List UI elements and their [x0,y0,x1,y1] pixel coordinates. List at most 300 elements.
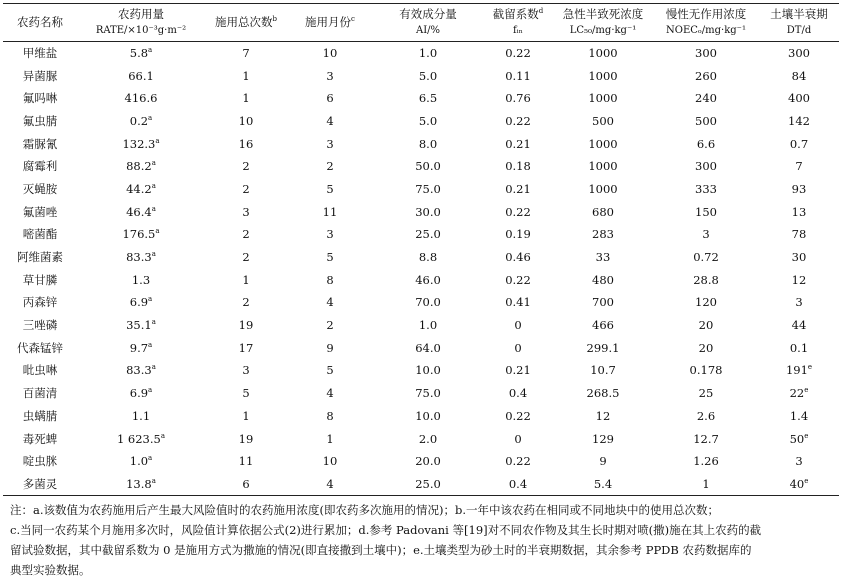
cell-value: 霜脲氰 [22,136,58,151]
table-row [3,382,839,405]
cell-times [205,155,287,178]
cell-value: 25 [698,386,714,401]
cell-name [3,42,77,65]
cell-times [205,427,287,450]
footnote-mark: a [155,227,160,236]
cell-dt [759,427,839,450]
table-row [3,42,839,65]
cell-times [205,64,287,87]
cell-lc50 [553,359,653,382]
table-row [3,450,839,473]
cell-name [3,87,77,110]
cell-value: 680 [592,204,614,219]
table-row [3,200,839,223]
table-row [3,223,839,246]
column-header-unit: NOECₒ/mg·kg⁻¹ [666,25,746,36]
cell-value: 0.7 [789,136,809,151]
footnote-mark: a [148,454,153,463]
cell-rate [77,110,205,133]
cell-times [205,200,287,223]
cell-lc50 [553,473,653,496]
cell-value: 6.9 [129,295,149,310]
cell-value: 2.0 [418,431,438,446]
cell-lc50 [553,427,653,450]
cell-times [205,268,287,291]
cell-value: 19 [238,431,254,446]
cell-name [3,336,77,359]
cell-value: 13 [791,204,807,219]
footnote-mark: a [151,363,156,372]
cell-value: 3 [326,136,334,151]
column-header-unit: LC₅₀/mg·kg⁻¹ [569,25,637,36]
cell-value: 5.4 [593,476,613,491]
cell-name [3,382,77,405]
cell-ai [373,200,483,223]
cell-value: 6 [326,91,334,106]
cell-fin [483,450,553,473]
cell-value: 8.0 [418,136,438,151]
column-header-unit: fᵢₙ [512,25,524,36]
cell-value: 1 [242,408,250,423]
cell-fin [483,359,553,382]
cell-fin [483,291,553,314]
table-body [3,42,839,496]
cell-dt [759,223,839,246]
cell-dt [759,155,839,178]
cell-month [287,246,373,269]
cell-value: 阿维菌素 [17,250,63,265]
cell-dt [759,246,839,269]
cell-ai [373,427,483,450]
cell-value: 毒死蜱 [22,431,58,446]
cell-dt [759,42,839,65]
cell-times [205,450,287,473]
cell-value: 异菌脲 [22,68,58,83]
cell-value: 0.22 [505,408,531,423]
cell-month [287,200,373,223]
table-row [3,246,839,269]
cell-fin [483,427,553,450]
cell-value: 0.2 [129,113,149,128]
cell-lc50 [553,314,653,337]
cell-value: 35.1 [126,318,152,333]
cell-value: 46.4 [126,204,152,219]
cell-value: 0.19 [505,227,531,242]
cell-noec [653,268,759,291]
cell-times [205,87,287,110]
cell-value: 4 [326,113,334,128]
cell-value: 1 [242,91,250,106]
cell-value: 28.8 [693,272,719,287]
column-header [3,4,77,42]
cell-value: 300 [695,46,717,61]
cell-month [287,64,373,87]
cell-fin [483,382,553,405]
table-row [3,64,839,87]
cell-name [3,359,77,382]
cell-value: 10 [322,454,338,469]
cell-value: 70.0 [415,295,441,310]
cell-rate [77,246,205,269]
column-header [483,4,553,42]
cell-dt [759,405,839,428]
cell-ai [373,382,483,405]
column-header-footnote-mark: b [272,15,277,24]
table-row [3,291,839,314]
cell-value: 5 [242,386,250,401]
cell-value: 2.6 [696,408,716,423]
footnote-mark: a [148,340,153,349]
cell-value: 草甘膦 [22,272,58,287]
cell-fin [483,132,553,155]
cell-month [287,268,373,291]
cell-fin [483,268,553,291]
cell-value: 0.46 [505,250,531,265]
footnote-mark: e [804,431,809,440]
cell-lc50 [553,87,653,110]
column-header [287,4,373,42]
cell-times [205,473,287,496]
cell-value: 12 [595,408,611,423]
table-row [3,87,839,110]
cell-value: 120 [695,295,717,310]
cell-value: 6 [242,476,250,491]
cell-value: 84 [791,68,807,83]
cell-value: 10 [238,113,254,128]
cell-value: 1 [242,68,250,83]
cell-ai [373,223,483,246]
cell-value: 3 [326,227,334,242]
cell-value: 8.8 [418,250,438,265]
cell-value: 1000 [588,181,618,196]
cell-value: 3 [326,68,334,83]
cell-value: 7 [795,159,803,174]
cell-month [287,382,373,405]
cell-month [287,427,373,450]
cell-dt [759,382,839,405]
cell-value: 1000 [588,46,618,61]
cell-value: 88.2 [126,159,152,174]
cell-ai [373,450,483,473]
cell-value: 46.0 [415,272,441,287]
cell-value: 400 [788,91,810,106]
cell-value: 0.1 [789,340,809,355]
column-header-footnote-mark: d [538,7,544,16]
cell-value: 40 [789,476,805,491]
cell-value: 0.21 [505,136,531,151]
cell-value: 299.1 [586,340,620,355]
cell-times [205,314,287,337]
cell-value: 268.5 [586,386,620,401]
cell-value: 5.8 [129,46,149,61]
cell-value: 0.22 [505,46,531,61]
cell-value: 3 [795,454,803,469]
cell-value: 700 [592,295,614,310]
cell-value: 33 [595,250,611,265]
cell-value: 4 [326,476,334,491]
cell-name [3,200,77,223]
cell-value: 22 [789,386,805,401]
cell-value: 129 [592,431,614,446]
cell-rate [77,42,205,65]
cell-dt [759,110,839,133]
cell-value: 44 [791,318,807,333]
cell-ai [373,314,483,337]
cell-fin [483,178,553,201]
cell-value: 5 [326,181,334,196]
cell-name [3,246,77,269]
cell-value: 83.3 [126,250,152,265]
footnote [10,500,838,580]
cell-fin [483,405,553,428]
cell-value: 0.11 [505,68,531,83]
footnote-mark: a [151,476,156,485]
cell-dt [759,291,839,314]
cell-value: 0.41 [505,295,531,310]
column-header [205,4,287,42]
footnote-mark: e [804,476,809,485]
cell-rate [77,450,205,473]
cell-month [287,87,373,110]
table-row [3,132,839,155]
cell-value: 300 [695,159,717,174]
cell-times [205,359,287,382]
cell-dt [759,200,839,223]
cell-lc50 [553,405,653,428]
cell-rate [77,223,205,246]
cell-value: 氟虫腈 [22,113,58,128]
cell-value: 11 [238,454,254,469]
cell-value: 5 [326,250,334,265]
table-row [3,336,839,359]
cell-times [205,405,287,428]
cell-name [3,110,77,133]
column-header-title: 农药名称 [17,15,63,29]
cell-times [205,110,287,133]
cell-value: 30.0 [415,204,441,219]
cell-value: 0.18 [505,159,531,174]
cell-value: 3 [702,227,710,242]
cell-name [3,178,77,201]
cell-value: 25.0 [415,476,441,491]
cell-value: 142 [788,113,810,128]
cell-lc50 [553,178,653,201]
cell-dt [759,132,839,155]
cell-rate [77,473,205,496]
cell-value: 0 [514,431,522,446]
cell-fin [483,200,553,223]
cell-month [287,42,373,65]
table-row [3,314,839,337]
cell-value: 啶虫脒 [22,454,58,469]
cell-lc50 [553,268,653,291]
cell-name [3,473,77,496]
cell-rate [77,314,205,337]
cell-value: 1.0 [418,318,438,333]
cell-value: 1000 [588,91,618,106]
cell-value: 132.3 [122,136,156,151]
cell-value: 12 [791,272,807,287]
cell-name [3,155,77,178]
cell-month [287,110,373,133]
cell-ai [373,291,483,314]
column-header [77,4,205,42]
cell-noec [653,450,759,473]
cell-rate [77,427,205,450]
footnote-line: 注：a.该数值为农药施用后产生最大风险值时的农药施用浓度(即农药多次施用的情况)；b.一年中该农药在相同或不同地块中的使用总次数； [10,503,719,517]
cell-value: 260 [695,68,717,83]
cell-value: 6.6 [696,136,716,151]
cell-month [287,314,373,337]
cell-value: 240 [695,91,717,106]
cell-value: 10.0 [415,408,441,423]
cell-value: 75.0 [415,181,441,196]
cell-rate [77,359,205,382]
cell-value: 0.22 [505,204,531,219]
cell-value: 50.0 [415,159,441,174]
cell-value: 0.76 [505,91,531,106]
cell-ai [373,336,483,359]
column-header-title: 有效成分量 [399,7,457,21]
column-header-unit: RATE/×10⁻³g·m⁻² [95,25,187,36]
cell-rate [77,155,205,178]
cell-noec [653,473,759,496]
cell-month [287,132,373,155]
cell-value: 11 [322,204,338,219]
footnote-mark: a [151,182,156,191]
cell-noec [653,155,759,178]
cell-value: 吡虫啉 [22,363,58,378]
cell-value: 1.0 [418,46,438,61]
cell-value: 灭蝇胺 [22,181,58,196]
cell-times [205,132,287,155]
table-row [3,359,839,382]
cell-noec [653,427,759,450]
cell-value: 191 [785,363,808,378]
cell-value: 10.0 [415,363,441,378]
cell-lc50 [553,223,653,246]
cell-value: 480 [592,272,614,287]
footnote-mark: a [148,295,153,304]
column-header-title: 慢性无作用浓度 [665,7,747,21]
table-row [3,268,839,291]
column-header-footnote-mark: c [351,15,355,24]
cell-value: 0.178 [689,363,723,378]
cell-noec [653,42,759,65]
cell-value: 500 [695,113,717,128]
cell-value: 20 [698,340,714,355]
footnote-mark: a [160,431,166,440]
cell-fin [483,110,553,133]
cell-noec [653,405,759,428]
cell-value: 13.8 [126,476,152,491]
cell-noec [653,359,759,382]
cell-lc50 [553,382,653,405]
cell-value: 78 [791,227,807,242]
cell-value: 9 [599,454,607,469]
cell-value: 0.22 [505,113,531,128]
cell-value: 8 [326,272,334,287]
cell-value: 16 [238,136,254,151]
cell-rate [77,268,205,291]
cell-fin [483,336,553,359]
cell-ai [373,110,483,133]
cell-noec [653,64,759,87]
footnote-line: c.当同一农药某个月施用多次时，风险值计算依据公式(2)进行累加；d.参考 Padovani 等[19]对不同农作物及其生长时期对喷(撒)施在其上农药的截 [10,523,762,537]
cell-value: 2 [326,318,334,333]
cell-ai [373,155,483,178]
cell-dt [759,178,839,201]
cell-rate [77,64,205,87]
cell-ai [373,268,483,291]
cell-value: 0.72 [693,250,719,265]
footnote-line: 典型实验数据。 [10,563,91,577]
cell-dt [759,87,839,110]
cell-value: 333 [695,181,717,196]
cell-value: 1 [326,431,334,446]
cell-month [287,405,373,428]
table-row [3,427,839,450]
cell-value: 5.0 [418,113,438,128]
cell-fin [483,42,553,65]
cell-value: 20 [698,318,714,333]
cell-ai [373,64,483,87]
cell-value: 1.3 [131,272,151,287]
cell-value: 2 [242,181,250,196]
cell-dt [759,450,839,473]
cell-lc50 [553,110,653,133]
cell-value: 17 [238,340,254,355]
cell-rate [77,178,205,201]
cell-month [287,359,373,382]
cell-times [205,178,287,201]
cell-lc50 [553,291,653,314]
cell-month [287,473,373,496]
cell-value: 2 [242,227,250,242]
cell-value: 3 [242,204,250,219]
cell-value: 1.4 [789,408,809,423]
cell-noec [653,110,759,133]
cell-value: 1 623.5 [116,431,161,446]
cell-value: 7 [242,46,250,61]
cell-name [3,223,77,246]
cell-value: 30 [791,250,807,265]
cell-name [3,268,77,291]
cell-value: 0.22 [505,272,531,287]
cell-value: 150 [695,204,717,219]
footnote-mark: a [151,159,156,168]
header-row [3,4,839,42]
cell-ai [373,87,483,110]
cell-value: 腐霉利 [22,159,58,174]
table-row [3,178,839,201]
cell-noec [653,200,759,223]
table-row [3,405,839,428]
cell-name [3,132,77,155]
cell-value: 2 [242,159,250,174]
cell-value: 9 [326,340,334,355]
cell-fin [483,314,553,337]
cell-month [287,450,373,473]
cell-value: 1.26 [693,454,719,469]
cell-dt [759,336,839,359]
cell-dt [759,359,839,382]
cell-lc50 [553,155,653,178]
cell-lc50 [553,200,653,223]
cell-times [205,336,287,359]
cell-value: 1.0 [129,454,149,469]
pesticide-table [3,3,839,496]
